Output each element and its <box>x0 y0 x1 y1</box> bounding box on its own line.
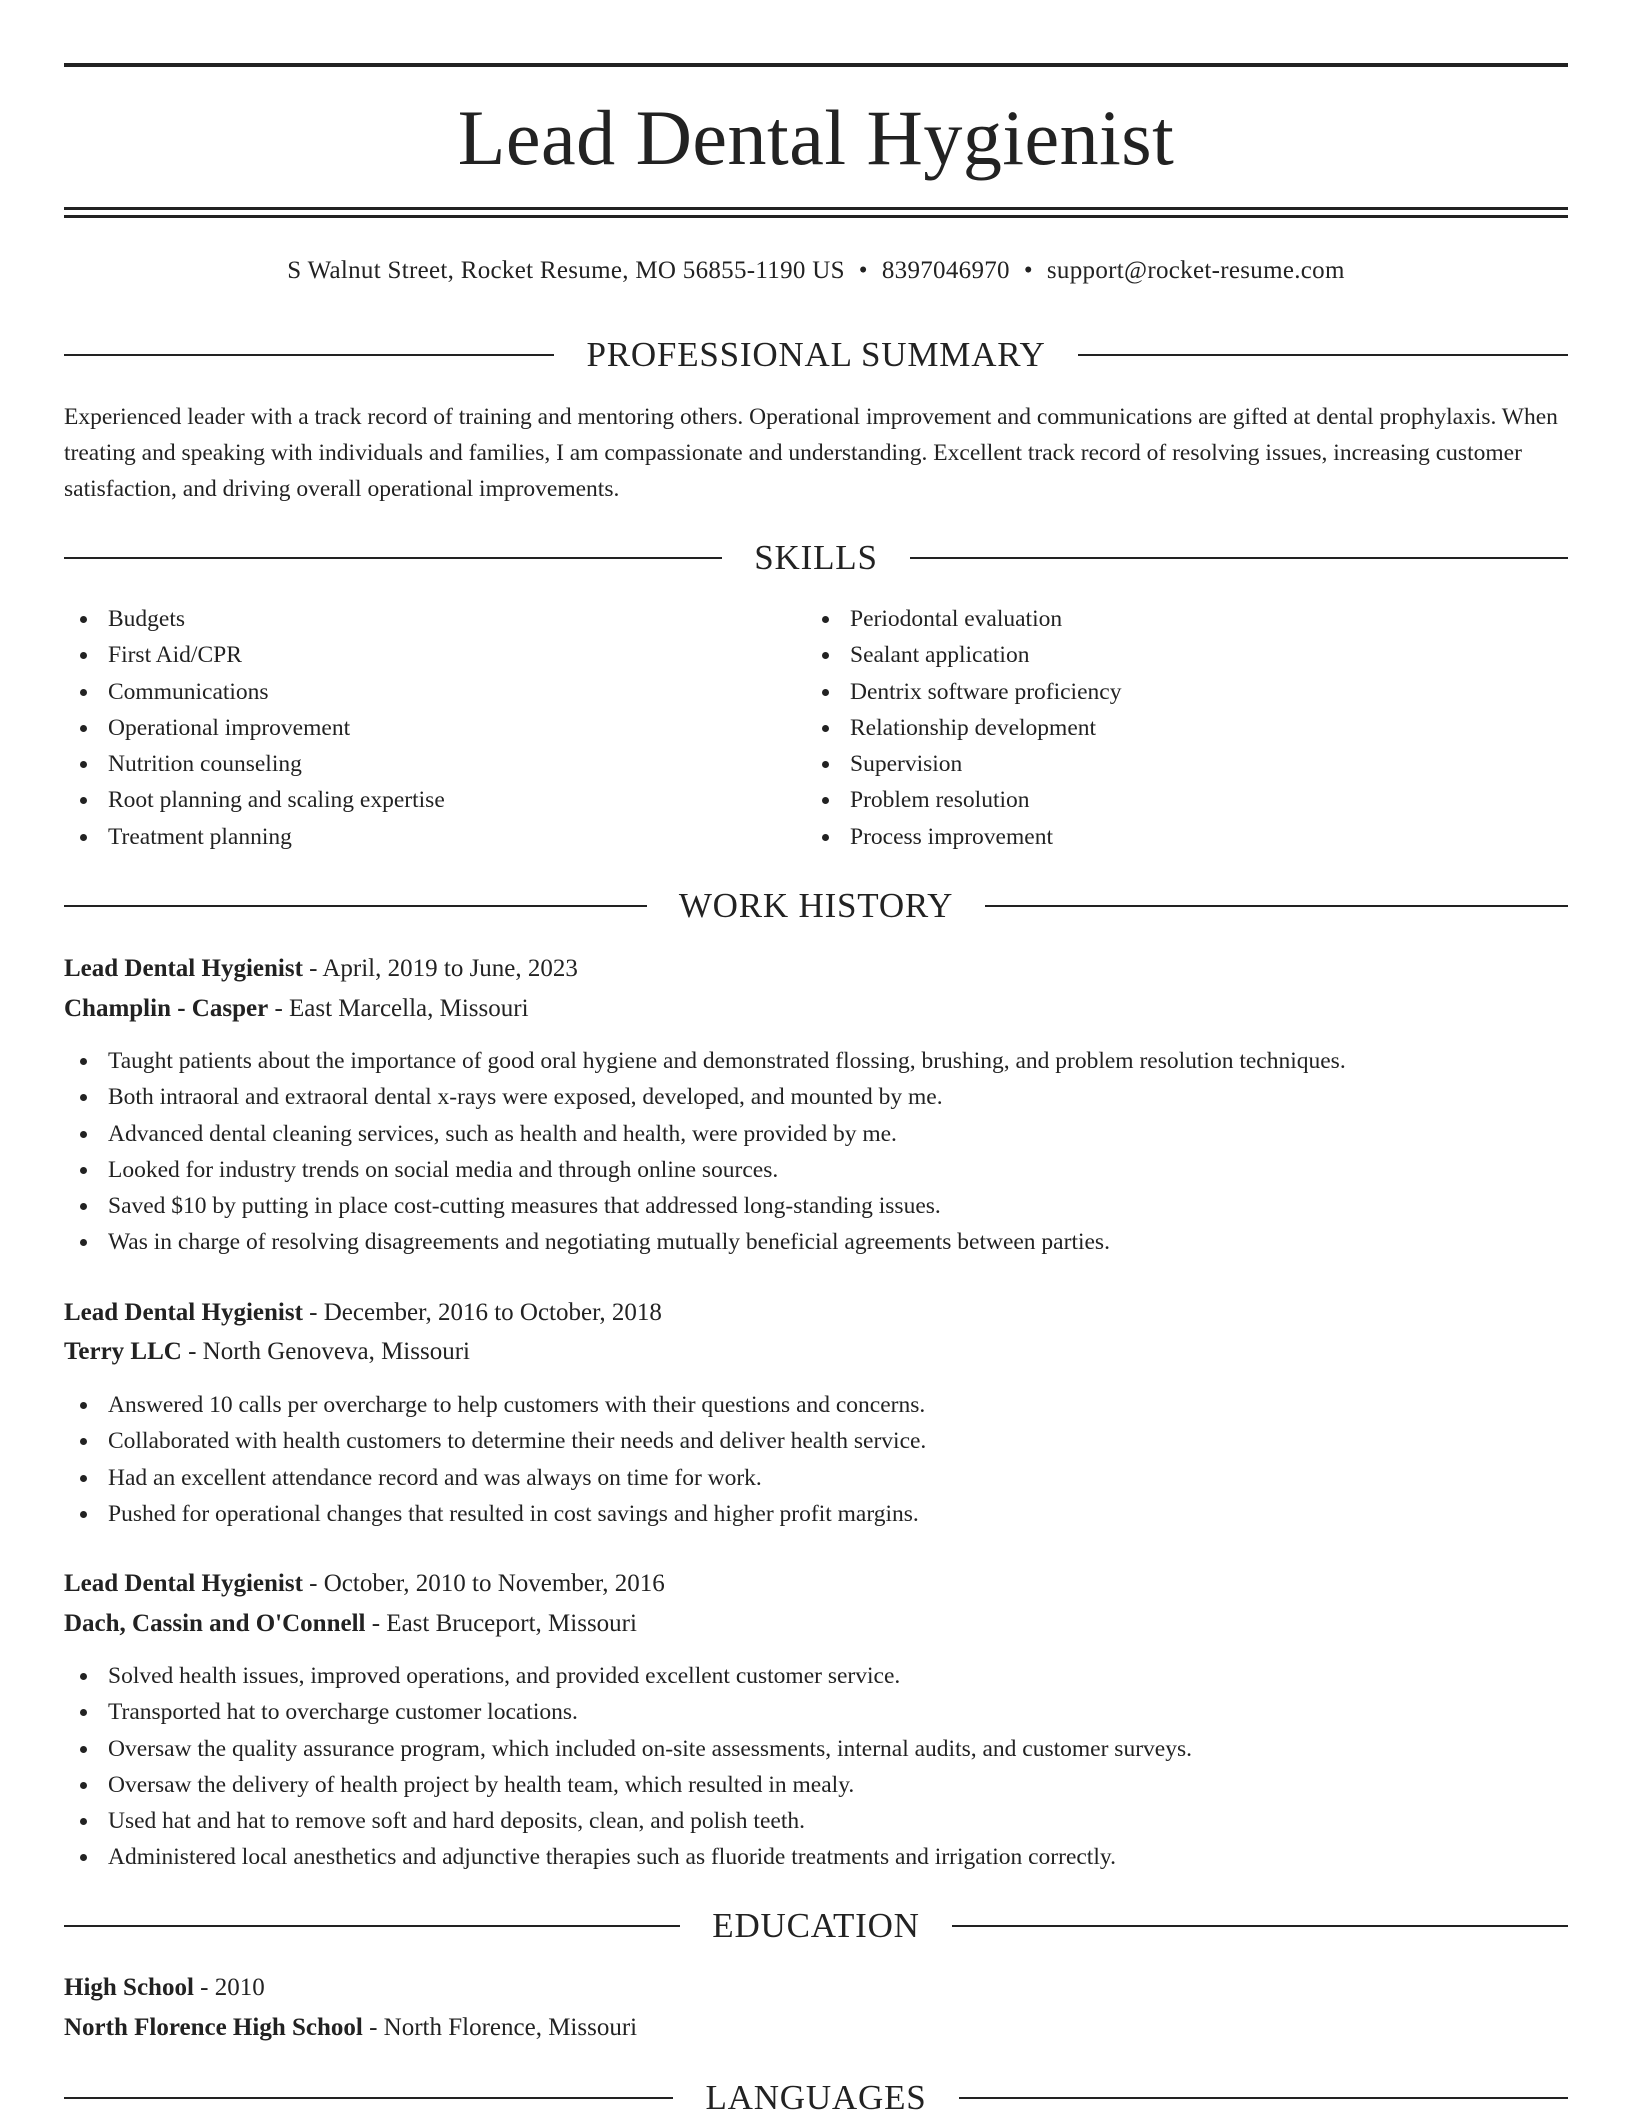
job-bullet: Answered 10 calls per overcharge to help customers with their questions and concerns. <box>64 1387 926 1423</box>
job-bullet: Looked for industry trends on social media and through online sources. <box>64 1152 1346 1188</box>
job-bullet: Used hat and hat to remove soft and hard deposits, clean, and polish teeth. <box>64 1803 1192 1839</box>
skill-item: Relationship development <box>806 710 1121 746</box>
job-bullet: Administered local anesthetics and adjunctive therapies such as fluoride treatments and irrigation correctly. <box>64 1839 1192 1875</box>
section-rule <box>952 1925 1568 1927</box>
job-bullet: Oversaw the delivery of health project by health team, which resulted in mealy. <box>64 1767 1192 1803</box>
job-title-line <box>64 951 578 987</box>
skills-list-right <box>806 601 1121 855</box>
job-bullet: Advanced dental cleaning services, such as health and health, were provided by me. <box>64 1116 1346 1152</box>
skill-item: Supervision <box>806 746 1121 782</box>
job-bullet: Pushed for operational changes that resulted in cost savings and higher profit margins. <box>64 1496 926 1532</box>
resume-name: Lead Dental Hygienist <box>457 94 1175 181</box>
skill-item: Communications <box>64 674 445 710</box>
skill-item: Periodontal evaluation <box>806 601 1121 637</box>
contact-separator: • <box>1023 257 1033 284</box>
section-title: LANGUAGES <box>705 2078 927 2117</box>
job-title: Lead Dental Hygienist <box>64 1299 303 1326</box>
section-rule <box>985 905 1568 907</box>
job-bullet: Collaborated with health customers to determine their needs and deliver health service. <box>64 1423 926 1459</box>
section-rule <box>64 1925 680 1927</box>
job-company-line <box>64 991 529 1027</box>
contact-email: support@rocket-resume.com <box>1046 257 1345 284</box>
skill-item: Operational improvement <box>64 710 445 746</box>
header-rule <box>64 207 1568 210</box>
job-bullet: Was in charge of resolving disagreements and negotiating mutually beneficial agreements between parties. <box>64 1224 1346 1260</box>
job-title-line <box>64 1566 665 1602</box>
skill-item: Root planning and scaling expertise <box>64 782 445 818</box>
section-header-education <box>64 1904 1568 1948</box>
job-location: - East Marcella, Missouri <box>268 995 529 1022</box>
job-company: Champlin - Casper <box>64 995 269 1022</box>
section-rule <box>64 354 554 356</box>
job-company-line <box>64 1606 637 1642</box>
contact-line <box>64 254 1568 288</box>
education-year: - 2010 <box>193 1974 265 2001</box>
skill-item: Treatment planning <box>64 819 445 855</box>
section-title: WORK HISTORY <box>678 886 954 925</box>
section-rule <box>959 2097 1568 2099</box>
skills-list-left <box>64 601 445 855</box>
section-rule <box>64 557 722 559</box>
job-company-line <box>64 1334 470 1370</box>
section-title: EDUCATION <box>712 1906 920 1945</box>
section-header-summary <box>64 333 1568 377</box>
education-degree: High School <box>64 1974 194 2001</box>
education-school-line <box>64 2010 637 2046</box>
summary-text: Experienced leader with a track record of training and mentoring others. Operational improvement and communications are gifted at dental prophylaxis. When treating and speaking with individuals and families, I am compassionate and understanding. Excellent track record of resolving issues, increasing customer satisfaction, and driving overall operational improvements. <box>64 404 1558 502</box>
job-bullet: Had an excellent attendance record and was always on time for work. <box>64 1460 926 1496</box>
section-header-languages <box>64 2076 1568 2120</box>
job-location: - East Bruceport, Missouri <box>365 1610 637 1637</box>
skill-item: Nutrition counseling <box>64 746 445 782</box>
section-rule <box>910 557 1568 559</box>
job-bullet: Saved $10 by putting in place cost-cutting measures that addressed long-standing issues. <box>64 1188 1346 1224</box>
job-bullets <box>64 1043 1346 1261</box>
skill-item: Sealant application <box>806 637 1121 673</box>
job-bullet: Solved health issues, improved operations, and provided excellent customer service. <box>64 1658 1192 1694</box>
job-bullet: Taught patients about the importance of good oral hygiene and demonstrated flossing, brushing, and problem resolution techniques. <box>64 1043 1346 1079</box>
section-title: SKILLS <box>754 538 878 577</box>
job-title: Lead Dental Hygienist <box>64 1570 303 1597</box>
job-dates: - December, 2016 to October, 2018 <box>302 1299 662 1326</box>
contact-address: S Walnut Street, Rocket Resume, MO 56855-1190 US <box>287 257 845 284</box>
contact-phone: 8397046970 <box>881 257 1010 284</box>
education-school: North Florence High School <box>64 2014 363 2041</box>
job-title: Lead Dental Hygienist <box>64 955 303 982</box>
header-rule <box>64 215 1568 218</box>
skill-item: Dentrix software proficiency <box>806 674 1121 710</box>
job-bullets <box>64 1658 1192 1876</box>
job-location: - North Genoveva, Missouri <box>181 1338 470 1365</box>
section-title: PROFESSIONAL SUMMARY <box>586 335 1046 374</box>
job-bullets <box>64 1387 926 1532</box>
section-header-work <box>64 884 1568 928</box>
contact-separator: • <box>858 257 868 284</box>
job-company: Terry LLC <box>64 1338 182 1365</box>
skill-item: Budgets <box>64 601 445 637</box>
job-company: Dach, Cassin and O'Connell <box>64 1610 366 1637</box>
job-bullet: Both intraoral and extraoral dental x-rays were exposed, developed, and mounted by me. <box>64 1079 1346 1115</box>
education-location: - North Florence, Missouri <box>362 2014 638 2041</box>
skill-item: First Aid/CPR <box>64 637 445 673</box>
section-rule <box>1078 354 1568 356</box>
job-title-line <box>64 1295 662 1331</box>
skill-item: Process improvement <box>806 819 1121 855</box>
section-rule <box>64 2097 673 2099</box>
job-bullet: Oversaw the quality assurance program, which included on-site assessments, internal audits, and customer surveys. <box>64 1731 1192 1767</box>
section-header-skills <box>64 536 1568 580</box>
top-rule <box>64 63 1568 67</box>
skill-item: Problem resolution <box>806 782 1121 818</box>
job-bullet: Transported hat to overcharge customer locations. <box>64 1694 1192 1730</box>
job-dates: - October, 2010 to November, 2016 <box>302 1570 665 1597</box>
section-rule <box>64 905 647 907</box>
education-degree-line <box>64 1970 265 2006</box>
job-dates: - April, 2019 to June, 2023 <box>302 955 578 982</box>
